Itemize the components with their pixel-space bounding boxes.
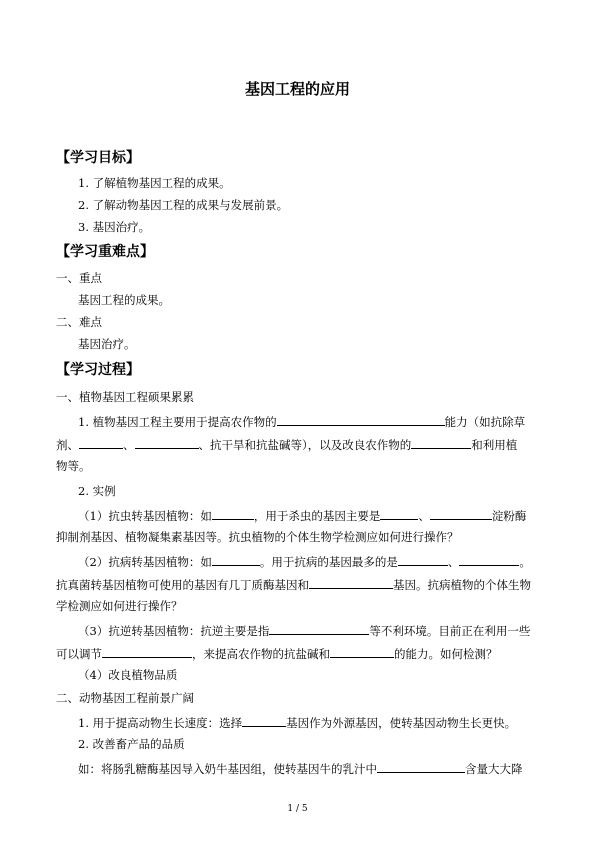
key-sub-1: 一、重点 (56, 271, 102, 285)
blank (430, 507, 492, 520)
key-sub-2: 二、难点 (56, 315, 102, 329)
paragraph-line: 抑制剂基因、植物凝集素基因等。抗虫植物的个体生物学检测应如何进行操作？ (56, 530, 459, 544)
blank (212, 507, 254, 520)
key-sub-2-text: 基因治疗。 (78, 337, 136, 351)
paragraph-line: 可以调节 ，来提高农作物的抗盐碱和 的能力。如何检测？ (56, 647, 498, 661)
goal-item-1: 1. 了解植物基因工程的成果。 (78, 176, 231, 190)
blank (398, 553, 448, 566)
page-number: 1 / 5 (287, 804, 308, 814)
process-sub-1: 一、植物基因工程硕果累累 (56, 390, 194, 404)
paragraph-line: （3）抗逆转基因植物：抗逆主要是指 等不利环境。目前正在利用一些 (78, 624, 531, 638)
paragraph-line: 剂、 、 、抗干旱和抗盐碱等），以及改良农作物的 和利用植 (56, 438, 518, 452)
paragraph-line: 1. 用于提高动物生长速度：选择 基因作为外源基因，使转基因动物生长更快。 (78, 716, 517, 730)
blank (277, 413, 445, 426)
paragraph-line: 物等。 (56, 459, 91, 473)
paragraph-line: （1）抗虫转基因植物：如 ，用于杀虫的基因主要是 、 淀粉酶 (78, 509, 527, 523)
key-sub-1-text: 基因工程的成果。 (78, 293, 170, 307)
paragraph-line: 如：将肠乳糖酶基因导入奶牛基因组，使转基因牛的乳汁中 含量大大降 (78, 762, 523, 776)
section-heading-key: 【学习重难点】 (56, 244, 154, 260)
paragraph-line: 2. 改善畜产品的品质 (78, 737, 185, 751)
paragraph-line: 2. 实例 (78, 484, 116, 498)
blank (135, 436, 199, 449)
paragraph-line: （4）改良植物品质 (78, 668, 178, 682)
blank (242, 714, 286, 727)
blank (330, 645, 394, 658)
section-heading-process: 【学习过程】 (56, 362, 140, 378)
blank (380, 507, 418, 520)
section-heading-goals: 【学习目标】 (56, 150, 140, 166)
process-sub-2: 二、动物基因工程前景广阔 (56, 691, 194, 705)
paragraph-line: 抗真菌转基因植物可使用的基因有几丁质酶基因和 基因。抗病植物的个体生物 (56, 578, 531, 592)
blank (411, 436, 471, 449)
paragraph-line: 学检测应如何进行操作？ (56, 599, 183, 613)
blank (269, 622, 369, 635)
blank (377, 760, 465, 773)
blank (459, 553, 519, 566)
document-title: 基因工程的应用 (244, 80, 350, 98)
blank (309, 576, 393, 589)
blank (102, 645, 192, 658)
blank (79, 436, 123, 449)
paragraph-line: 1. 植物基因工程主要用于提高农作物的 能力（如抗除草 (78, 415, 526, 429)
goal-item-3: 3. 基因治疗。 (78, 220, 151, 234)
paragraph-line: （2）抗病转基因植物：如 。用于抗病的基因最多的是 、 。 (78, 555, 531, 569)
goal-item-2: 2. 了解动物基因工程的成果与发展前景。 (78, 198, 289, 212)
blank (212, 553, 260, 566)
